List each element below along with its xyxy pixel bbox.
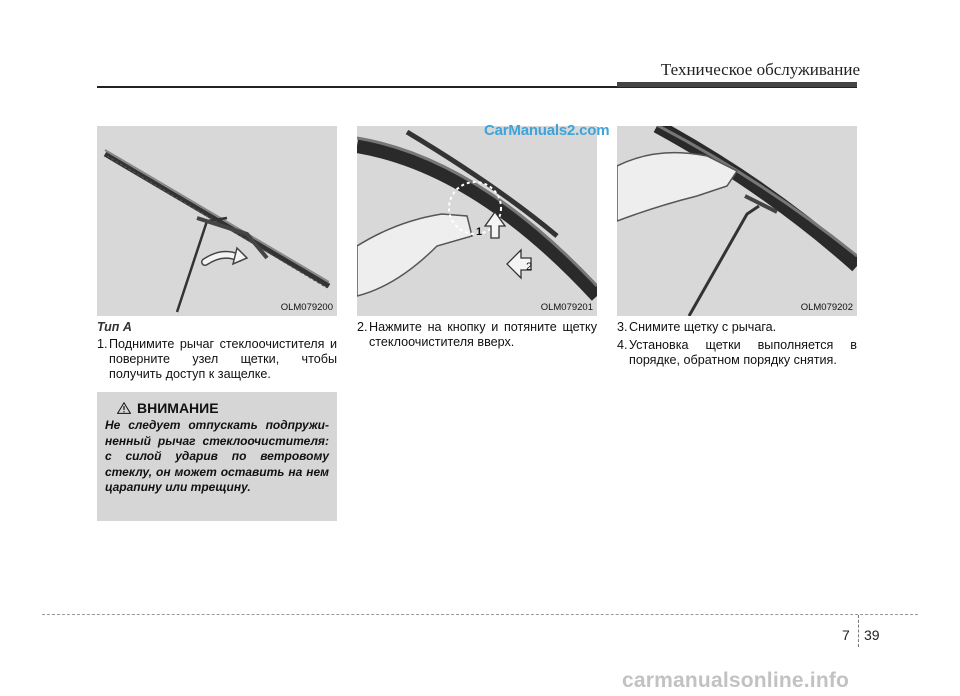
figure-remove-blade: [617, 126, 857, 316]
press-button-illustration: [357, 126, 597, 316]
figure-press-button: [357, 126, 597, 316]
step-text: Установка щетки выполняется в порядке, обратном порядку снятия.: [629, 338, 857, 367]
warning-triangle-icon: [117, 402, 131, 414]
callout-2: 2: [526, 261, 533, 273]
warning-box: [97, 392, 337, 521]
step-number: 3.: [617, 320, 628, 334]
page-header-title: Техническое обслуживание: [660, 60, 860, 79]
step-text: Нажмите на кнопку и потяните щетку стеклоочистителя вверх.: [369, 320, 597, 349]
step-2: [357, 320, 597, 350]
footer-divider: [42, 614, 918, 615]
figure-code: OLM079201: [540, 302, 593, 313]
watermark-top: CarManuals2.com: [484, 122, 610, 139]
page-number-separator: [858, 615, 859, 647]
step-3: [617, 320, 857, 335]
step-text: Поднимите рычаг стеклоочистителя и поверните узел щетки, чтобы получить доступ к защелке.: [109, 337, 337, 381]
step-4: [617, 338, 857, 368]
watermark-bottom: carmanualsonline.info: [622, 669, 850, 692]
wiper-arm-illustration: [97, 126, 337, 316]
callout-1: 1: [476, 226, 483, 238]
remove-blade-illustration: [617, 126, 857, 316]
chapter-number: 7: [842, 627, 850, 643]
steps-3-4: [617, 320, 857, 368]
step-number: 4.: [617, 338, 628, 352]
step-number: 2.: [357, 320, 368, 334]
figure-code: OLM079202: [800, 302, 853, 313]
step-text: Снимите щетку с рычага.: [629, 320, 777, 334]
type-label: Тип A: [97, 320, 132, 334]
figure-code: OLM079200: [280, 302, 333, 313]
page-number: 39: [864, 627, 880, 643]
header-rule-accent: [617, 82, 857, 87]
warning-text: Не следует отпускать подпружиненный рычаг стеклоочистителя: с силой ударив по ветровому стеклу, он может оставить на нем царапину или трещину.: [105, 418, 329, 494]
warning-header: [117, 400, 219, 416]
figure-wiper-arm-raised: [97, 126, 337, 316]
warning-title: ВНИМАНИЕ: [137, 400, 219, 416]
step-1: [97, 337, 337, 382]
step-number: 1.: [97, 337, 108, 351]
